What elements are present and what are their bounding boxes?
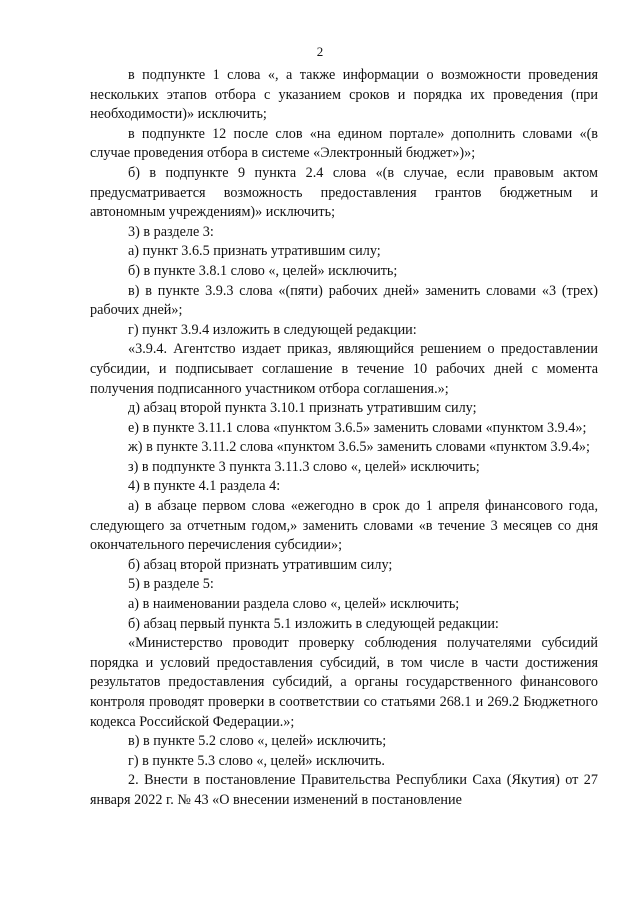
paragraph: 4) в пункте 4.1 раздела 4: bbox=[128, 478, 281, 495]
paragraph: г) пункт 3.9.4 изложить в следующей редакции: bbox=[128, 321, 417, 338]
paragraph: в) в пункте 3.9.3 слова «(пяти) рабочих дней» заменить словами «3 (трех) рабочих дней»; bbox=[90, 282, 598, 319]
paragraph: д) абзац второй пункта 3.10.1 признать утратившим силу; bbox=[128, 400, 477, 417]
paragraph: «Министерство проводит проверку соблюдения получателями субсидий порядка и условий предоставления субсидий, в том числе в части достижения результатов предоставления субсидий, а органы государственного финансового контроля проводят проверки в соответствии со статьями 268.1 и 269.2 Бюджетного кодекса Российской Федерации.»; bbox=[90, 635, 598, 730]
page-number: 2 bbox=[316, 44, 324, 59]
paragraph: з) в подпункте 3 пункта 3.11.3 слово «, целей» исключить; bbox=[128, 458, 480, 475]
paragraph: ж) в пункте 3.11.2 слова «пунктом 3.6.5» заменить словами «пунктом 3.9.4»; bbox=[128, 439, 590, 456]
paragraph: «3.9.4. Агентство издает приказ, являющийся решением о предоставлении субсидии, и подписывает соглашение в течение 10 рабочих дней с момента получения подписанного участником отбора соглашения.»; bbox=[90, 341, 598, 397]
paragraph: г) в пункте 5.3 слово «, целей» исключить. bbox=[128, 752, 385, 769]
paragraph: а) в абзаце первом слова «ежегодно в срок до 1 апреля финансового года, следующего за отчетным годом,» заменить словами «в течение 3 месяцев со дня окончательного перечисления субсидии»; bbox=[90, 498, 598, 554]
paragraph: б) в подпункте 9 пункта 2.4 слова «(в случае, если правовым актом предусматривается возможность предоставления грантов бюджетным и автономным учреждениям)» исключить; bbox=[90, 164, 598, 221]
paragraph: а) пункт 3.6.5 признать утратившим силу; bbox=[128, 243, 381, 260]
document-body bbox=[90, 66, 598, 811]
paragraph: 5) в разделе 5: bbox=[128, 576, 214, 593]
paragraph: в подпункте 12 после слов «на едином портале» дополнить словами «(в случае проведения отбора в системе «Электронный бюджет»)»; bbox=[90, 125, 598, 162]
paragraph: 3) в разделе 3: bbox=[128, 223, 214, 240]
paragraph: 2. Внести в постановление Правительства Республики Саха (Якутия) от 27 января 2022 г. № 43 «О внесении изменений в постановление bbox=[90, 772, 598, 808]
paragraph: б) в пункте 3.8.1 слово «, целей» исключить; bbox=[128, 262, 398, 279]
paragraph: е) в пункте 3.11.1 слова «пунктом 3.6.5» заменить словами «пунктом 3.9.4»; bbox=[128, 419, 587, 436]
paragraph: в подпункте 1 слова «, а также информации о возможности проведения нескольких этапов отбора с указанием сроков и порядка их проведения (при необходимости)» исключить; bbox=[90, 67, 598, 123]
paragraph: б) абзац первый пункта 5.1 изложить в следующей редакции: bbox=[128, 615, 499, 632]
paragraph: а) в наименовании раздела слово «, целей» исключить; bbox=[128, 596, 460, 613]
paragraph: в) в пункте 5.2 слово «, целей» исключить; bbox=[128, 733, 387, 750]
paragraph: б) абзац второй признать утратившим силу; bbox=[128, 556, 393, 573]
